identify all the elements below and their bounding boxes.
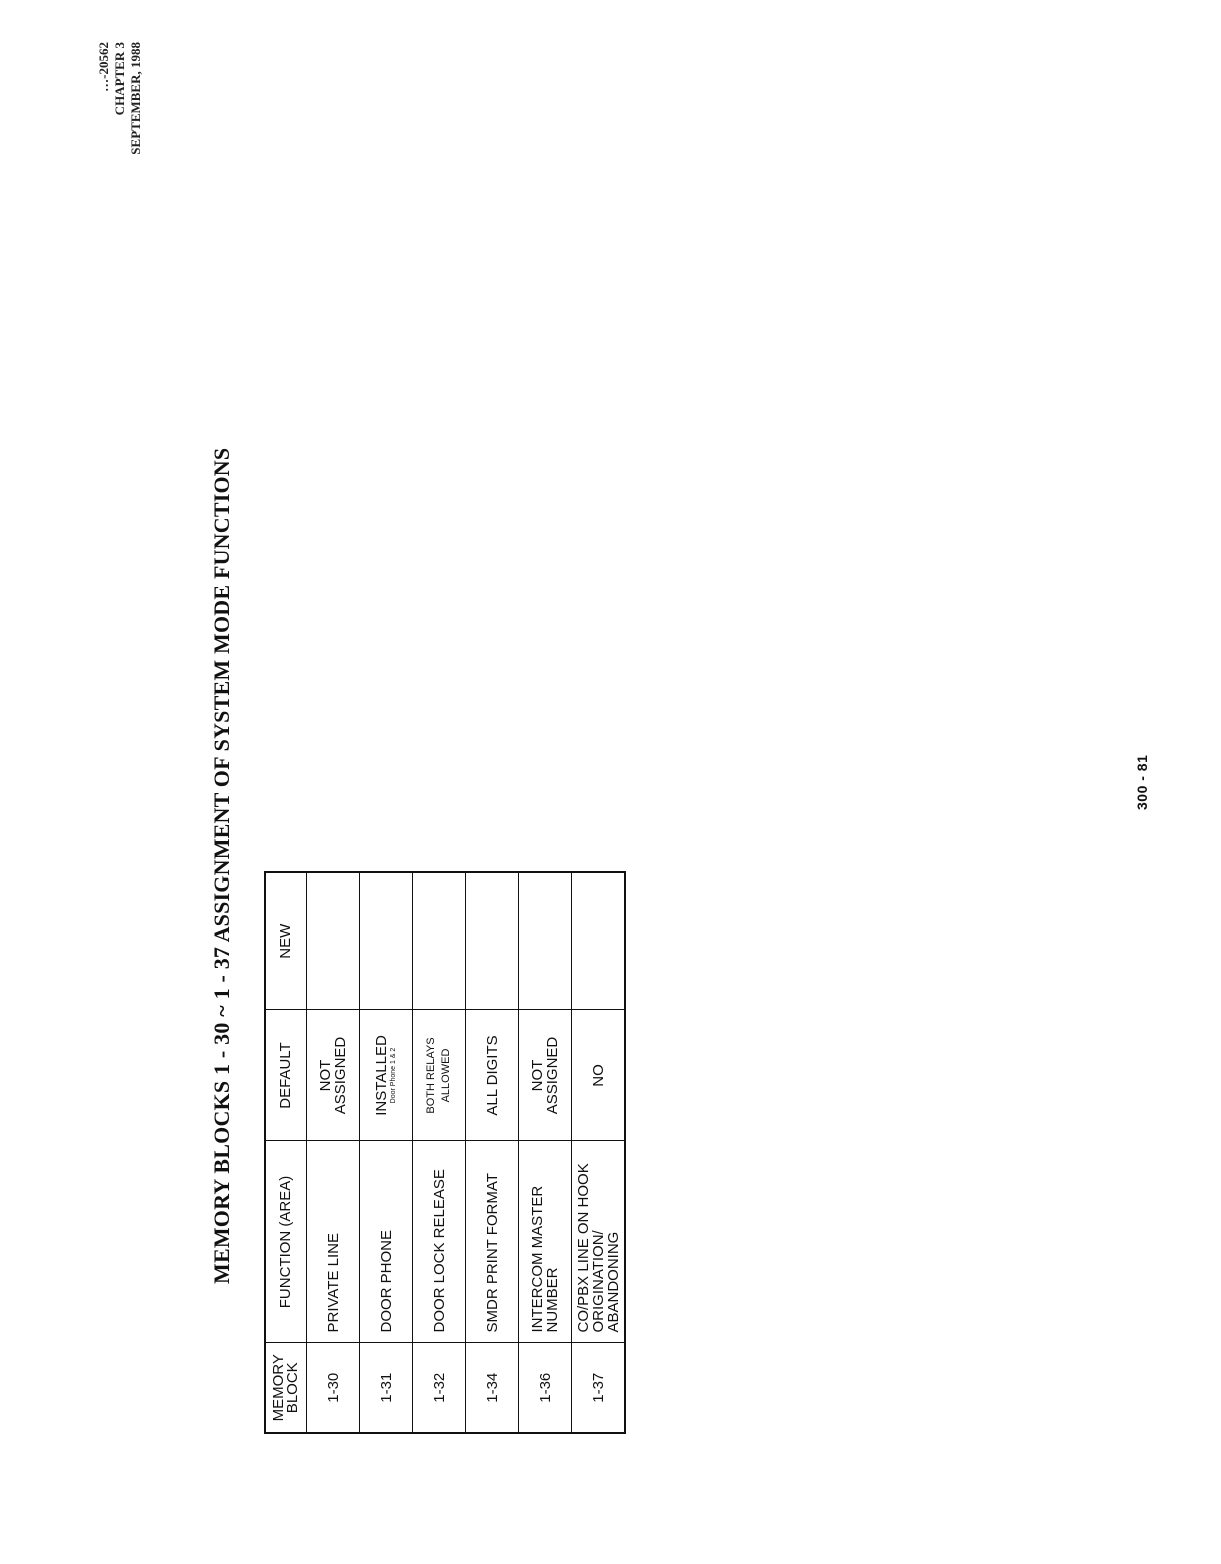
header-function: FUNCTION (AREA) xyxy=(265,1141,307,1343)
cell-new xyxy=(466,872,519,1010)
doc-number: …-20562 xyxy=(96,42,111,92)
default-line: ASSIGNED xyxy=(544,1036,561,1115)
default-line: ASSIGNED xyxy=(332,1036,349,1115)
cell-default xyxy=(572,1010,626,1141)
date-label: SEPTEMBER, 1988 xyxy=(128,42,143,155)
table-header-row xyxy=(265,872,307,1433)
default-note: Door Phone 1 & 2 xyxy=(390,1047,397,1104)
cell-function xyxy=(360,1141,413,1343)
cell-memory-block: 1-37 xyxy=(572,1343,626,1433)
cell-function xyxy=(572,1141,626,1343)
cell-new xyxy=(519,872,572,1010)
function-line: DOOR PHONE xyxy=(377,1229,395,1333)
chapter-label: CHAPTER 3 xyxy=(112,42,127,116)
cell-new xyxy=(360,872,413,1010)
function-line: CO/PBX LINE ON HOOK xyxy=(574,1163,592,1333)
cell-memory-block: 1-34 xyxy=(466,1343,519,1433)
cell-default xyxy=(307,1010,360,1141)
table-row xyxy=(413,872,466,1433)
document-header xyxy=(96,42,144,252)
cell-function xyxy=(413,1141,466,1343)
function-line: ORIGINATION/ xyxy=(589,1230,607,1333)
cell-memory-block: 1-31 xyxy=(360,1343,413,1433)
cell-function xyxy=(307,1141,360,1343)
memory-blocks-table xyxy=(264,871,626,1434)
table-row xyxy=(572,872,626,1433)
cell-new xyxy=(413,872,466,1010)
cell-default xyxy=(466,1010,519,1141)
header-new: NEW xyxy=(265,872,307,1010)
cell-memory-block: 1-30 xyxy=(307,1343,360,1433)
cell-memory-block: 1-32 xyxy=(413,1343,466,1433)
function-line: NUMBER xyxy=(544,1267,561,1333)
header-memory-block-line2: BLOCK xyxy=(284,1362,301,1414)
page-title: MEMORY BLOCKS 1 - 30 ~ 1 - 37 ASSIGNMENT OF SYSTEM MODE FUNCTIONS xyxy=(209,447,234,1284)
cell-memory-block: 1-36 xyxy=(519,1343,572,1433)
table-body xyxy=(307,872,626,1433)
header-default: DEFAULT xyxy=(265,1010,307,1141)
table-row xyxy=(466,872,519,1433)
default-line: INSTALLED xyxy=(373,1035,390,1116)
header-memory-block xyxy=(265,1343,307,1433)
table-row xyxy=(360,872,413,1433)
cell-default xyxy=(519,1010,572,1141)
default-line: NOT xyxy=(529,1059,546,1092)
cell-new xyxy=(307,872,360,1010)
cell-function xyxy=(466,1141,519,1343)
function-line: DOOR LOCK RELEASE xyxy=(430,1169,448,1333)
page-number: 300 - 81 xyxy=(1134,754,1150,810)
function-line: SMDR PRINT FORMAT xyxy=(483,1173,501,1333)
table-row xyxy=(519,872,572,1433)
default-line: ALL DIGITS xyxy=(483,1035,501,1116)
table-row xyxy=(307,872,360,1433)
header-memory-block-line1: MEMORY xyxy=(270,1354,287,1422)
function-line: INTERCOM MASTER xyxy=(529,1185,546,1333)
cell-function xyxy=(519,1141,572,1343)
cell-default xyxy=(413,1010,466,1141)
default-line: BOTH RELAYS xyxy=(425,1037,437,1114)
cell-new xyxy=(572,872,626,1010)
default-line: NOT xyxy=(317,1059,334,1092)
cell-default xyxy=(360,1010,413,1141)
function-line: PRIVATE LINE xyxy=(324,1233,342,1333)
function-line: ABANDONING xyxy=(604,1231,622,1333)
default-line: ALLOWED xyxy=(440,1048,452,1103)
default-line: NO xyxy=(589,1064,607,1087)
